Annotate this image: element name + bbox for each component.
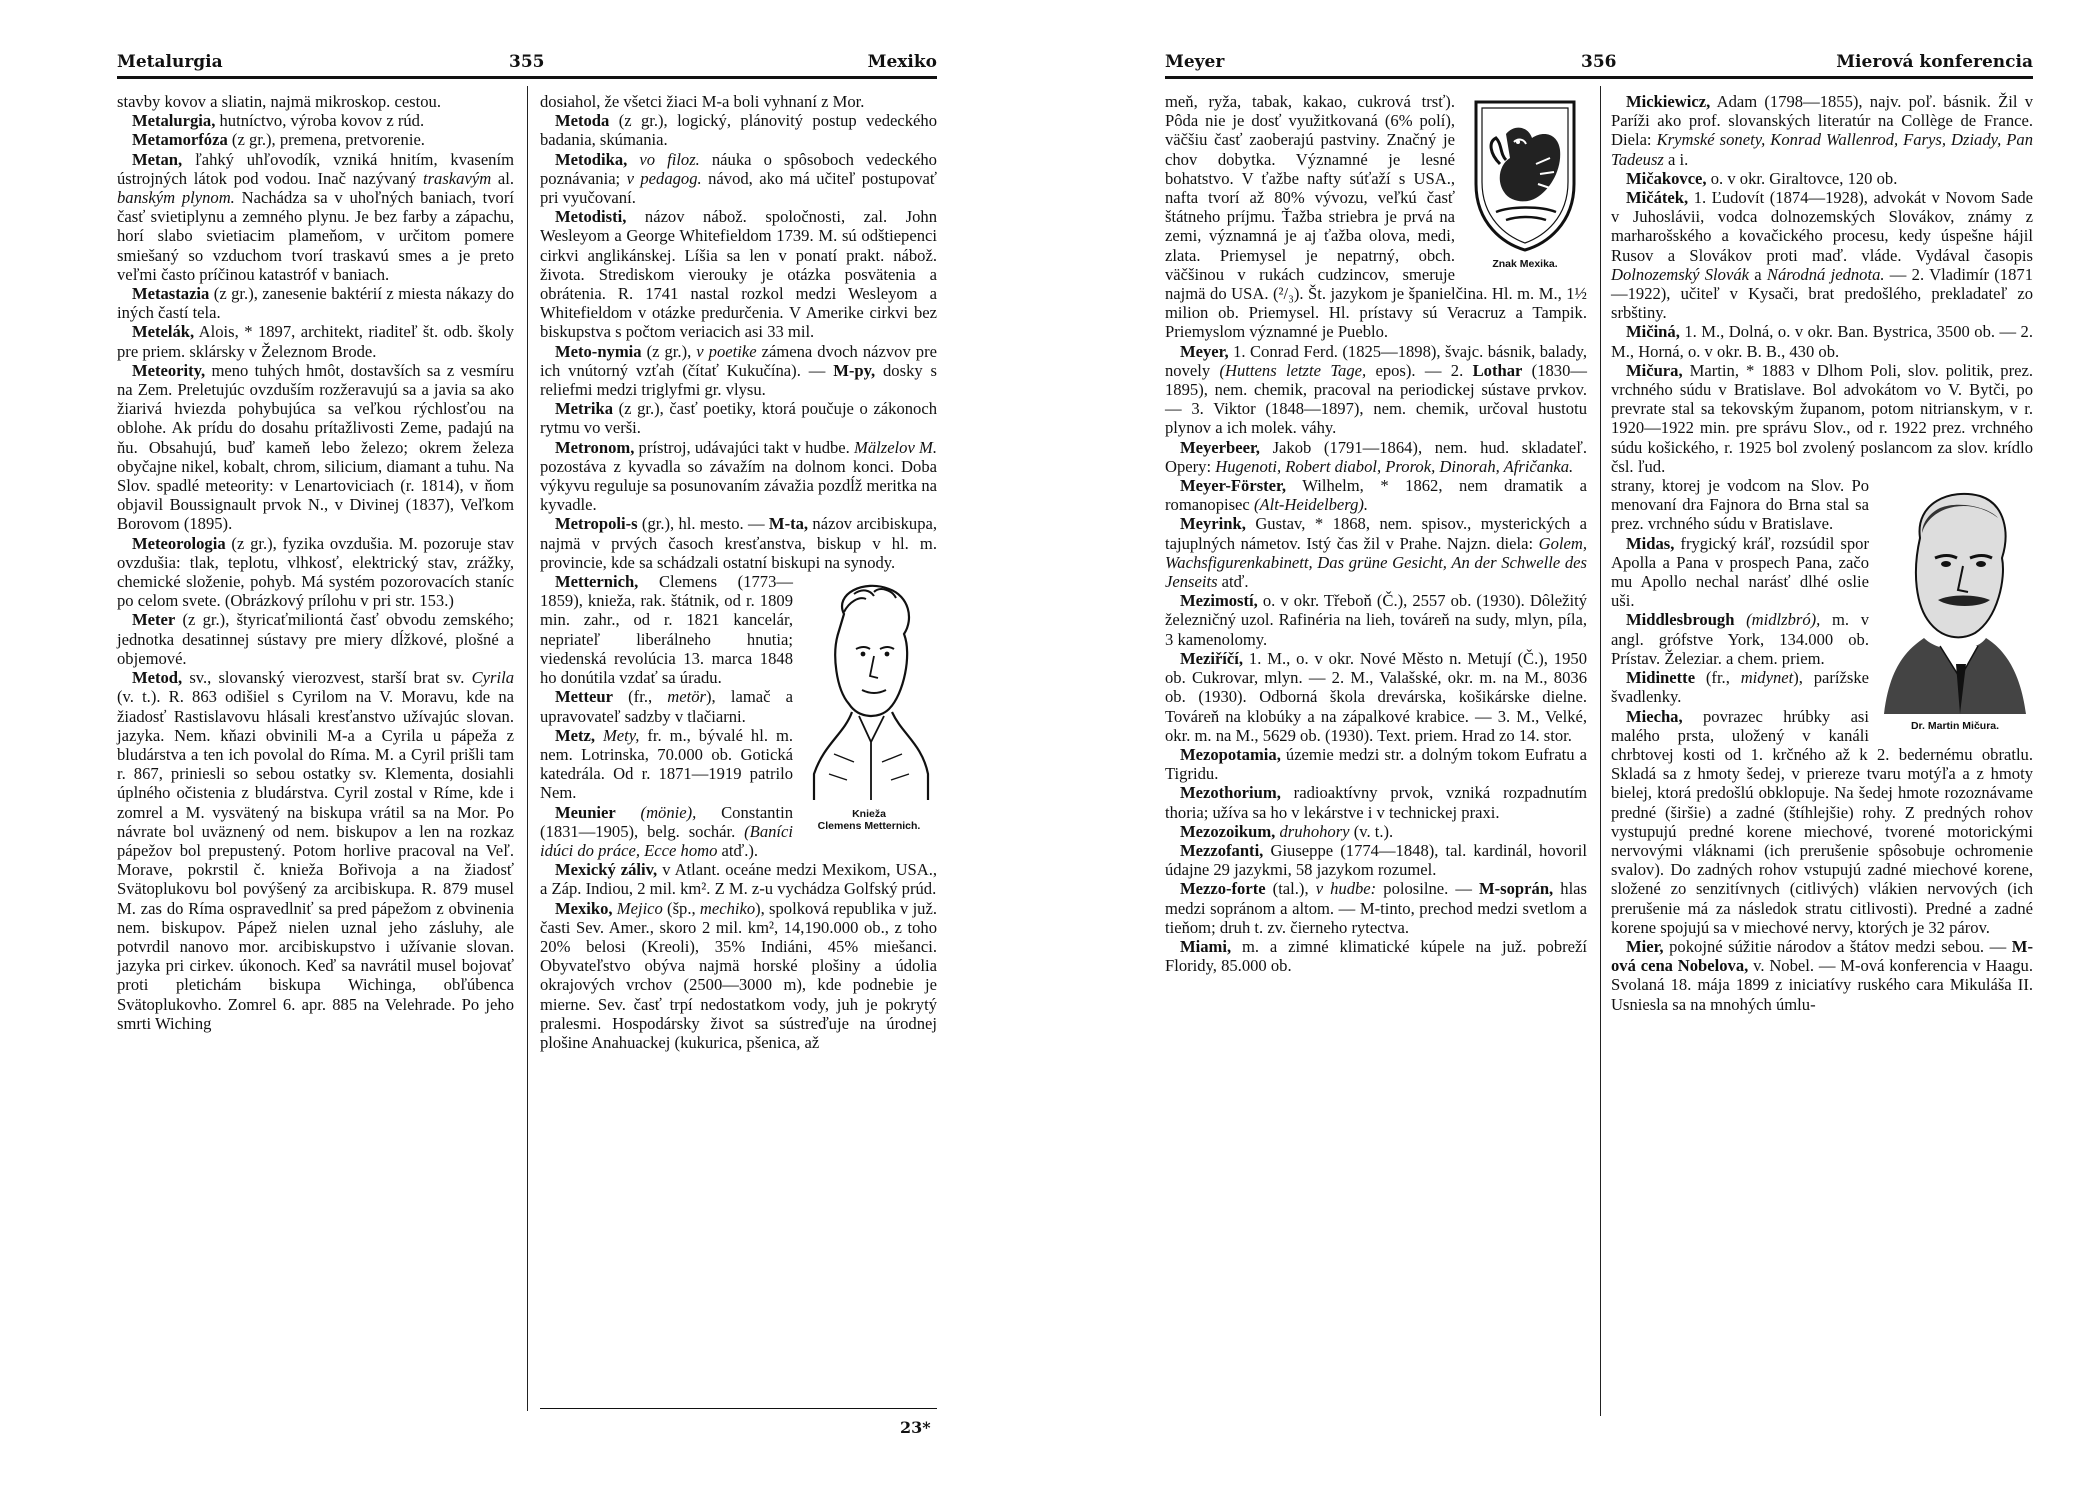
- left-header-left: Metalurgia: [117, 52, 223, 72]
- headword: Miecha,: [1625, 706, 1683, 726]
- entry-text: epos). — 2.: [1366, 360, 1473, 380]
- headword: Middlesbrough: [1625, 610, 1735, 630]
- dictionary-entry: [1165, 476, 1587, 514]
- dictionary-entry: [1165, 649, 1587, 745]
- italic-text: v pedagog.: [626, 168, 702, 188]
- entry-text: (z gr.), zanesenie baktérií z miesta nákazy do iných častí tela.: [117, 284, 514, 323]
- headword: Metodika,: [554, 149, 628, 169]
- headword: Mičiná,: [1625, 322, 1680, 342]
- entry-text: a i.: [1663, 149, 1689, 169]
- dictionary-entry: [540, 438, 937, 515]
- italic-text: Mety,: [602, 725, 640, 745]
- entry-text: (fr.,: [1695, 668, 1741, 688]
- headword: Mezopotamia,: [1179, 744, 1281, 764]
- italic-text: Dolnozemský Slovák: [1611, 264, 1749, 284]
- entry-text: sv., slovanský vierozvest, starší brat sv.: [182, 668, 472, 688]
- entry-text: návod, ako má učiteľ postupovať pri vyučovaní.: [540, 168, 938, 208]
- headword: Meteorologia: [131, 533, 226, 553]
- entry-text: hlas medzi sopránom a altom. — M-tinto, prechod medzi svetlom a tieňom; druh t. zv. čierneho rytectva.: [1165, 879, 1587, 937]
- metternich-portrait-image: [804, 574, 934, 804]
- italic-text: v hudbe:: [1315, 879, 1377, 899]
- headword: Metteur: [554, 687, 613, 707]
- entry-text: v Atlant. oceáne medzi Mexikom, USA., a Záp. Indiou, 2 mil. km². Z M. z-u vychádza Golfský prúd.: [540, 860, 937, 899]
- headword: Metodisti,: [554, 207, 627, 227]
- entry-text: Constantin (1831—1905), belg. sochár.: [540, 802, 793, 841]
- entry-text: atď.: [1217, 572, 1249, 592]
- entry-text: 1. M., Dolná, o. v okr. Ban. Bystrica, 3500 ob. — 2. M., Horná, o. v okr. B. B., 430 ob.: [1611, 322, 2033, 361]
- italic-text: Mejico: [616, 898, 663, 918]
- headword: Metelák,: [131, 322, 195, 342]
- headword: Metalurgia,: [131, 111, 216, 131]
- dictionary-entry: [1165, 841, 1587, 879]
- entry-text: 1. M., o. v okr. Nové Město n. Metují (Č.), 1950 ob. Cukrovar, mlyn. — 2. M., Valašské, okr. m. na M., 8036 ob. (1930). Odborná škola drevárska, košikárske dielne. Továreň na klobúky a na zápalkové krabice. — 3. M., Velké, okr. m. na M., 5629 ob. (1930). Text. priem. Hrad zo 14. stor.: [1165, 648, 1587, 745]
- entry-text: ), parížske švadlenky.: [1611, 668, 1870, 707]
- italic-text: v poetike: [696, 341, 757, 361]
- entry-text: ), spolková republika v juž. časti Sev. Amer., skoro 2 mil. km², 14,190.000 ob., z toho 20% belosi (Kreoli), 35% Indiáni, 45% miešanci. Obyvateľstvo obýva najmä horské plošiny a údolia okrajových vrchov (2500—3000 m), kde podnebie je mierne. Sev. časť trpí nedostatkom vody, juh je pokrytý pralesmi. Hospodársky život sa sústreďuje na úrodnej plošine Anahuackej (kukurica, pšenica, až: [540, 898, 937, 1052]
- headword: Mexiko,: [554, 898, 613, 918]
- entry-text: o. v okr. Třeboň (Č.), 2557 ob. (1930). Dôležitý železničný uzol. Rafinéria na lieh, továreň na sudy, mlyn, píla, 3 kamenolomy.: [1165, 591, 1587, 649]
- dictionary-entry: [1611, 361, 2033, 476]
- entry-text: dosky s reliefmi medzi triglyfmi gr. vlysu.: [540, 360, 937, 400]
- dictionary-entry: [1611, 169, 2033, 188]
- headword: Metod,: [131, 668, 183, 688]
- italic-text: Krymské sonety, Konrad Wallenrod, Farys, Dziady, Pan Tadeusz: [1611, 130, 2034, 169]
- entry-text: fr. m., bývalé hl. m. nem. Lotrinska, 70.000 ob. Gotická katedrála. Od r. 1871—1919 patrilo Nem.: [540, 725, 793, 803]
- entry-text: m. a zimné klimatické kúpele na juž. pobreží Floridy, 85.000 ob.: [1165, 936, 1587, 976]
- italic-text: midynet: [1740, 668, 1794, 688]
- dictionary-entry: [540, 111, 937, 149]
- right-header-left: Meyer: [1165, 52, 1225, 72]
- entry-text: al.: [491, 168, 514, 188]
- dictionary-entry: [117, 534, 514, 611]
- headword: Mičátek,: [1625, 188, 1689, 208]
- dictionary-entry: [1165, 937, 1587, 975]
- entry-text: náuka o spôsoboch vedeckého poznávania;: [540, 149, 937, 188]
- entry-text: Jakob (1791—1864), nem. hud. skladateľ. Opery:: [1165, 437, 1587, 476]
- dictionary-entry: [1165, 342, 1587, 438]
- entry-text: Gustav, * 1868, nem. spisov., mysterických a tajuplných námetov. Istý čas žil v Prahe. Najzn. diela:: [1165, 514, 1587, 553]
- entry-text: dosiahol, že všetci žiaci M-a boli vyhnaní z Mor.: [540, 92, 865, 111]
- entry-text: pokojné súžitie národov a štátov medzi sebou. —: [1663, 936, 2012, 956]
- dictionary-entry: [117, 130, 514, 149]
- right-page: [1049, 0, 2098, 1500]
- right-column-1: [1165, 92, 1587, 975]
- entry-text: (gr.), hl. mesto. —: [637, 514, 769, 534]
- headword: Mezzo-forte: [1179, 879, 1266, 899]
- right-header-page-number: 356: [1581, 52, 1617, 72]
- dictionary-entry: [1165, 879, 1587, 937]
- headword: Metz,: [554, 725, 596, 745]
- headword: M-ová cena Nobelova,: [1611, 936, 2033, 976]
- dictionary-entry: [1165, 591, 1587, 649]
- headword: Lothar: [1472, 360, 1523, 380]
- dictionary-entry: [540, 207, 937, 341]
- right-header-rule: [1165, 76, 2033, 79]
- left-header-right: Mexiko: [867, 52, 937, 72]
- dictionary-entry: [1611, 322, 2033, 360]
- entry-text: (z gr.), štyricaťmiliontá časť obvodu zemského; jednotka desatinnej sústavy pre miery dĺžkové, plošné a objemové.: [117, 610, 514, 668]
- right-column-separator: [1600, 86, 1601, 1416]
- entry-text: m. v angl. grófstve York, 134.000 ob. Prístav. Železiar. a chem. priem.: [1611, 610, 1869, 668]
- mexico-emblem-figure: [1463, 94, 1587, 270]
- entry-text: Martin, * 1883 v Dlhom Poli, slov. politik, prez. vrchného súdu v Bratislave. Bol advokátom vo V. Bytči, po prevrate stal sa tekovským županom, potom nitrianskym, v r. 1920—1922 min. pre správu Slov., od r. 1922 prez. vrchného súdu košického, r. 1925 bol zvolený poslancom za slov. krídlo čsl. ľud.: [1611, 360, 2033, 476]
- italic-text: druhohory: [1279, 821, 1350, 841]
- left-column-2: [540, 92, 937, 1052]
- entry-text: (z gr.), fyzika ovzdušia. M. pozoruje stav ovzdušia: tlak, teplotu, vlhkosť, elektrický stav, zrážky, chemické složenie, pohyb. Má systém pozorovacích staníc po celom svete. (Obrázkový prílohu v pri str. 153.): [117, 533, 514, 611]
- italic-text: (Alt-Heidelberg).: [1253, 495, 1369, 515]
- entry-text: (1830—1895), nem. chemik, pracoval na periodickej sústave prvkov. — 3. Viktor (1848—1897), nem. chemik, určoval hustotu plynov a ich molek. váhy.: [1165, 360, 1587, 438]
- entry-text: (z gr.), časť poetiky, ktorá poučuje o zákonoch rytmu vo verši.: [540, 399, 937, 438]
- entry-text: frygický kráľ, rozsúdil spor Apolla a Pana v prospech Pana, začo mu Apollo nechal narásť dlhé oslie uši.: [1611, 533, 1869, 611]
- headword: Metrika: [554, 399, 613, 419]
- italic-text: vo filoz.: [639, 149, 700, 169]
- entry-text: polosilne. —: [1376, 879, 1479, 899]
- dictionary-entry: [117, 668, 514, 1033]
- entry-text: (z gr.),: [641, 341, 697, 361]
- dictionary-entry: [117, 610, 514, 668]
- italic-text: Cyrila: [471, 668, 514, 688]
- headword: Meteority,: [131, 360, 206, 380]
- headword: Mezothorium,: [1179, 783, 1281, 803]
- headword: Meyer-Förster,: [1179, 476, 1287, 496]
- italic-text: traskavým: [422, 168, 492, 188]
- dictionary-entry: [1165, 783, 1587, 821]
- italic-text: Mälzelov M.: [854, 437, 937, 457]
- entry-text: (tal.),: [1265, 879, 1316, 899]
- left-page-footer: 23*: [900, 1418, 931, 1437]
- dictionary-entry: [117, 111, 514, 130]
- metternich-caption-line1: Knieža: [852, 808, 886, 821]
- dictionary-entry: [540, 342, 937, 400]
- headword: Metastazia: [131, 284, 210, 304]
- italic-text: mechiko: [699, 898, 756, 918]
- dictionary-entry: [117, 361, 514, 534]
- entry-text: stavby kovov a sliatin, najmä mikroskop. cestou.: [117, 92, 441, 111]
- headword: M-soprán,: [1478, 879, 1554, 899]
- entry-text: (v. t.).: [1349, 821, 1394, 841]
- italic-text: (Huttens letzte Tage,: [1219, 360, 1367, 380]
- headword: Mezzofanti,: [1179, 840, 1264, 860]
- dictionary-entry: [540, 899, 937, 1053]
- headword: Mexický záliv,: [554, 860, 658, 880]
- headword: Metropoli-s: [554, 514, 638, 534]
- dictionary-entry: [117, 92, 514, 111]
- headword: Meziříčí,: [1179, 648, 1244, 668]
- entry-text: Clemens (1773—1859), knieža, rak. štátnik, od r. 1809 min. zahr., od r. 1821 kancelár, nepriateľ liberálneho hnutia; viedenská revolúcia 13. marca 1848 ho donútila vzdať sa úradu.: [540, 572, 793, 688]
- italic-text: Národná jednota.: [1766, 264, 1885, 284]
- entry-text: Adam (1798—1855), najv. poľ. básnik. Žil v Paríži ako prof. slovanských literatúr na Collège de France. Diela:: [1611, 92, 2033, 150]
- dictionary-entry: [1611, 92, 2033, 169]
- italic-text: (Baníci idúci do práce, Ecce homo: [540, 821, 793, 860]
- entry-text: Nachádza sa v uhoľných baniach, tvorí časť svietiplynu a zemného plynu. Je bez farby a zápachu, horí slabo svietiacim plameňom, v určitom pomere smiešaný so vzduchom tvorí traskavú smes a je preto veľmi často príčinou katastróf v baniach.: [117, 188, 514, 284]
- dictionary-entry: [1611, 707, 2033, 937]
- entry-text: o. v okr. Giraltovce, 120 ob.: [1706, 168, 1898, 188]
- entry-text: hutníctvo, výroba kovov z rúd.: [215, 111, 425, 131]
- dictionary-entry: [117, 150, 514, 284]
- headword: Mezimostí,: [1179, 591, 1258, 611]
- headword: Mezozoikum,: [1179, 821, 1276, 841]
- headword: Metternich,: [554, 572, 639, 592]
- headword: Metoda: [554, 111, 610, 131]
- entry-text: (šp.,: [662, 898, 700, 918]
- right-column-2: [1611, 92, 2033, 1014]
- italic-text: (midlzbró),: [1746, 610, 1821, 630]
- headword: Miami,: [1179, 936, 1232, 956]
- entry-text: (z gr.), premena, pretvorenie.: [227, 130, 425, 150]
- entry-text: atď.).: [717, 840, 759, 860]
- entry-text: Giuseppe (1774—1848), tal. kardinál, hovoril údajne 29 jazykmi, 58 jazykom rozumel.: [1165, 840, 1587, 880]
- headword: Meyerbeer,: [1179, 437, 1260, 457]
- dictionary-entry: [117, 322, 514, 360]
- entry-text: ), lamač a upravovateľ sadzby v tlačiarni.: [540, 687, 793, 726]
- micura-portrait-image: [1880, 478, 2030, 716]
- entry-text: zámena dvoch názvov pre ich vnútorný vzťah (čítať Kukučína). —: [540, 341, 937, 380]
- headword: Metronom,: [554, 437, 635, 457]
- entry-text: územie medzi str. a dolným tokom Eufratu a Tigridu.: [1165, 744, 1587, 784]
- dictionary-entry: [1611, 188, 2033, 322]
- headword: Mier,: [1625, 936, 1664, 956]
- entry-text: 1. Conrad Ferd. (1825—1898), švajc. básnik, balady, novely: [1165, 341, 1587, 380]
- dictionary-entry: [1611, 937, 2033, 1014]
- italic-text: Hugenoti, Robert diabol, Prorok, Dinorah, Afričanka.: [1215, 456, 1574, 476]
- headword: Mičakovce,: [1625, 168, 1707, 188]
- left-column-end-rule: [540, 1408, 937, 1409]
- headword: Midas,: [1625, 533, 1675, 553]
- entry-text: pozostáva z kyvadla so závažím na dolnom konci. Doba výkyvu reguluje sa posunovaním závažia pozdĺž meritka na kyvadle.: [540, 456, 937, 515]
- entry-text: (z gr.), logický, plánovitý postup vedeckého badania, skúmania.: [540, 111, 937, 150]
- headword: Mičura,: [1625, 360, 1683, 380]
- entry-text: radioaktívny prvok, vzniká rozpadnutím thoria; užíva sa ho v lekárstve i v technickej praxi.: [1165, 783, 1587, 822]
- headword: Mickiewicz,: [1625, 92, 1711, 111]
- dictionary-entry: [1165, 514, 1587, 591]
- dictionary-entry: [540, 150, 937, 208]
- left-column-separator: [527, 86, 528, 1411]
- metternich-figure: [801, 574, 937, 832]
- headword: Meyer,: [1179, 341, 1229, 361]
- micura-figure: [1877, 478, 2033, 732]
- headword: Meter: [131, 610, 176, 630]
- headword: Meyrink,: [1179, 514, 1246, 534]
- entry-text: (fr.,: [612, 687, 668, 707]
- entry-text: 1. Ľudovít (1874—1928), advokát v Novom Sade v Juhoslávii, vodca dolnozemských Slovákov, známy z marharošského a kovačického procesu, kedy úspešne hájil Rusov a Slovákov proti maď. vláde. Vydával časopis: [1611, 188, 2033, 265]
- dictionary-entry: [540, 92, 937, 111]
- micura-caption: Dr. Martin Mičura.: [1910, 720, 2000, 733]
- mexico-emblem-image: [1466, 94, 1584, 254]
- dictionary-entry: [1165, 745, 1587, 783]
- italic-text: metör: [667, 687, 706, 707]
- headword: Midinette: [1625, 668, 1696, 688]
- entry-text: povrazec hrúbky asi malého prsta, uložený v kanáli chrbtovej kosti od 1. krčného až k 2. bedernému obratlu. Skladá sa z hmoty šedej, v priereze tvaru motýľa a z hmoty bielej, ktorá predošlú obklopuje. Na šedej hmote rozoznávame predné (širšie) a zadné (štíhlejšie) rohy. Z predných rohov vystupujú predné korene miechové, tvorené motorickými nervovými vláknami (ich prerušenie spôsobuje ochromenie svalov). Do zadných rohov vstupujú zadné miechové korene, složené zo senzitívnych (citlivých) vlákien nervových (ich prerušenie má za následok stratu citlivosti). Predné a zadné korene spojujú sa v miechové nervy, ktorých je 32 párov.: [1611, 706, 2033, 937]
- dictionary-entry: [1165, 438, 1587, 476]
- left-header-rule: [117, 76, 937, 79]
- dictionary-entry: [540, 860, 937, 898]
- entry-text: v. Nobel. — M-ová konferencia v Haagu. Svolaná 18. mája 1899 z iniciatívy ruského cara Mikuláša II. Usniesla sa na mnohých úmlu-: [1611, 956, 2033, 1014]
- entry-text: — 2. Vladimír (1871—1922), učiteľ v Kysači, brat predošlého, prekladateľ zo srbštiny.: [1611, 264, 2033, 323]
- headword: M-py,: [833, 360, 876, 380]
- left-column-1: [117, 92, 514, 1033]
- entry-text: meň, ryža, tabak, kakao, cukrová trsť). Pôda nie je dosť využitkovaná (6% polí), väčšiu časť zaoberajú pastviny. Značný je chov dobytka. Významné je lesné bohatstvo. V ťažbe nafty súťaží s USA., nafta tvorí až 80% vývozu, veľkú časť štátneho príjmu. Ťažba striebra je prvá na zemi, významná je aj ťažba olova, medi, zlata. Priemysel je nepatrný, obch. väčšinou v rukách cudzincov, smeruje najmä do USA. (²/₃). Št. jazykom je španielčina. Hl. m. M., 1½ milion ob. Priemysel. Hl. prístavy sú Veracruz a Tampik. Priemyslom významné je Pueblo.: [1165, 92, 1587, 342]
- metternich-caption-line2: Clemens Metternich.: [817, 820, 921, 833]
- entry-text: prístroj, udávajúci takt v hudbe.: [634, 437, 854, 457]
- dictionary-entry: [540, 514, 937, 572]
- entry-text: meno tuhých hmôt, dostavších sa z vesmíru na Zem. Preletujúc ovzduším rozžeravujú sa a javia sa ako žiarivá hviezda pohybujúca sa veľkou rýchlosťou na oblohe. Ak prídu do dosahu prítažlivosti Zeme, padajú na ňu. Obsahujú, buď kameň lebo železo; okrem železa obyčajne nikel, kobalt, chrom, silicium, diamant a tuhu. Na Slov. spadlé meteority: v Lenartoviciach (r. 1814), v ňom objavil Boussignault prvok N., v Divinej (1837), Veľkom Borovom (1895).: [117, 360, 514, 534]
- mexico-emblem-caption: Znak Mexika.: [1492, 258, 1558, 271]
- italic-text: Golem, Wachsfigurenkabinett, Das grüne Gesicht, An der Schwelle des Jenseits: [1165, 533, 1587, 592]
- entry-text: názov nábož. spoločnosti, zal. John Wesleyom a George Whitefieldom 1739. M. sú odštiepenci cirkvi anglikánskej. Líšia sa len v ponatí prakt. nábož. života. Strediskom vierouky je otázka posvätenia a obrátenia. R. 1741 nastal rozkol medzi Wesleyom a Whitefieldom v otázke predurčenia. V Amerike cirkvi bez biskupstva s počtom veriacich asi 33 mil.: [540, 207, 937, 342]
- entry-text: Wilhelm, * 1862, nem dramatik a romanopisec: [1165, 476, 1587, 515]
- headword: Metamorfóza: [131, 130, 228, 150]
- headword: Metan,: [131, 149, 183, 169]
- entry-text: (v. t.). R. 863 odišiel s Cyrilom na V. Moravu, kde na žiadosť Rastislavovu hlásali kresťanstvo užívajúc slovan. jazyka. Nem. kňazi obvinili M-a a Cyrila u pápeža z bludárstva a ten ich povolal do Ríma. M. a Cyril prišli tam r. 867, priniesli so sebou ostatky sv. Klementa, dosiahli úplného očistenia z bludárstva. Cyril zostal v Ríme, kde i zomrel a M. vysvätený na biskupa vrátil sa na Mor. Po návrate bol uväznený od nem. biskupov a len na rozkaz pápežov bol prepustený. Potom horlive pracoval na Veľ. Morave, pokrstil č. knieža Bořivoja a na žiadosť Svätoplukovu bol povýšený za arcibiskupa. R. 879 musel M. zas do Ríma ospravedlniť sa pred pápežom z obvinenia nem. biskupov. Pápež nielen uznal jeho zásluhy, ale potvrdil nanovo mor. arcibiskupstvo i užívanie slovan. jazyka pri cirkev. úkonoch. Keď sa navrátil musel bojovať proti pletichám biskupa Wichinga, obľúbenca Svätoplukovho. Zomrel 6. apr. 885 na Velehrade. Po jeho smrti Wiching: [117, 687, 514, 1033]
- entry-text: strany, ktorej je vodcom na Slov. Po menovaní dra Fajnora do Brna stal sa prez. vrchného súdu v Bratislave.: [1611, 476, 1869, 534]
- headword: Meto-nymia: [554, 341, 642, 361]
- right-header-right: Mierová konferencia: [1836, 52, 2033, 72]
- entry-text: a: [1749, 264, 1767, 284]
- headword: Meunier: [554, 802, 616, 822]
- entry-text: názov arcibiskupa, najmä v prvých časoch kresťanstva, biskup v hl. m. provincie, kde sa schádzali ostatní biskupi na synody.: [540, 514, 937, 572]
- left-header-page-number: 355: [509, 52, 545, 72]
- italic-text: (mönie),: [640, 802, 697, 822]
- dictionary-entry: [117, 284, 514, 322]
- entry-text: Alois, * 1897, architekt, riaditeľ št. odb. školy pre priem. sklársky v Železnom Brode.: [117, 322, 514, 361]
- dictionary-entry: [1165, 822, 1587, 841]
- italic-text: banským plynom.: [117, 188, 235, 208]
- headword: M-ta,: [768, 514, 809, 534]
- dictionary-entry: [540, 399, 937, 437]
- entry-text: ľahký uhľovodík, vzniká hnitím, kvasením ústrojných látok pod vodou. Inač nazývaný: [117, 149, 514, 188]
